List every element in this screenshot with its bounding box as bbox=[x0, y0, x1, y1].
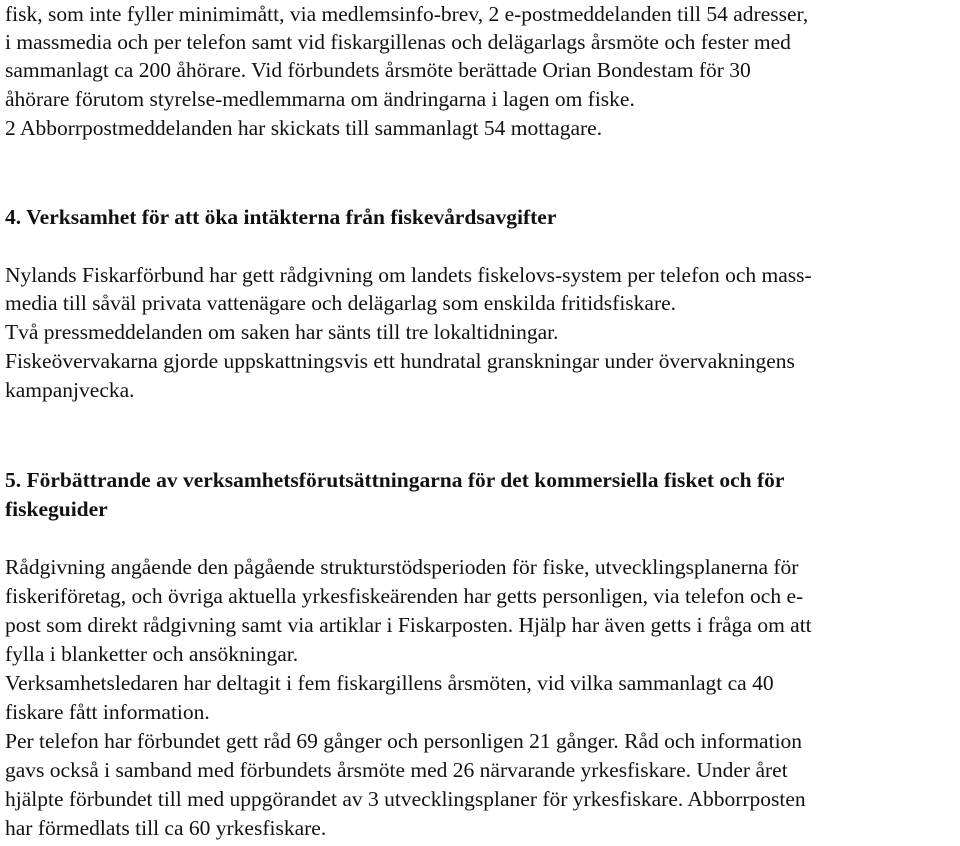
section-5-line: Rådgivning angående den pågående strukturstödsperioden för fiske, utvecklingsplanerna för bbox=[5, 555, 799, 579]
intro-line: sammanlagt ca 200 åhörare. Vid förbundets årsmöte berättade Orian Bondestam för 30 bbox=[5, 58, 751, 82]
section-5-line: Per telefon har förbundet gett råd 69 gånger och personligen 21 gånger. Råd och information bbox=[5, 729, 803, 753]
intro-line: 2 Abborrpostmeddelanden har skickats till sammanlagt 54 mottagare. bbox=[5, 116, 603, 140]
intro-line: fisk, som inte fyller minimimått, via medlemsinfo-brev, 2 e-postmeddelanden till 54 adresser, bbox=[5, 2, 809, 26]
section-4-line: kampanjvecka. bbox=[5, 378, 135, 402]
section-5-line: fiskare fått information. bbox=[5, 700, 210, 724]
section-5-line: Verksamhetsledaren har deltagit i fem fiskargillens årsmöten, vid vilka sammanlagt ca 40 bbox=[5, 671, 774, 695]
section-4-line: Nylands Fiskarförbund har gett rådgivning om landets fiskelovs-system per telefon och mass- bbox=[5, 263, 812, 287]
section-5-heading: fiskeguider bbox=[5, 497, 108, 521]
section-5-line: post som direkt rådgivning samt via artiklar i Fiskarposten. Hjälp har även getts i fråga om att bbox=[5, 613, 812, 637]
section-4-line: media till såväl privata vattenägare och delägarlag som enskilda fritidsfiskare. bbox=[5, 291, 677, 315]
section-4-line: Fiskeövervakarna gjorde uppskattningsvis ett hundratal granskningar under övervakningens bbox=[5, 349, 795, 373]
section-5-line: gavs också i samband med förbundets årsmöte med 26 närvarande yrkesfiskare. Under året bbox=[5, 758, 788, 782]
section-5-line: fiskeriföretag, och övriga aktuella yrkesfiskeärenden har getts personligen, via telefon och e- bbox=[5, 584, 804, 608]
section-5-line: fylla i blanketter och ansökningar. bbox=[5, 642, 299, 666]
section-4-heading: 4. Verksamhet för att öka intäkterna från fiskevårdsavgifter bbox=[5, 205, 557, 229]
intro-line: i massmedia och per telefon samt vid fiskargillenas och delägarlags årsmöte och fester med bbox=[5, 30, 791, 54]
section-5-heading: 5. Förbättrande av verksamhetsförutsättningarna för det kommersiella fisket och för bbox=[5, 468, 785, 492]
section-5-line: hjälpte förbundet till med uppgörandet av 3 utvecklingsplaner för yrkesfiskare. Abborrposten bbox=[5, 787, 806, 811]
section-5-line: har förmedlats till ca 60 yrkesfiskare. bbox=[5, 816, 327, 840]
intro-line: åhörare förutom styrelse-medlemmarna om ändringarna i lagen om fiske. bbox=[5, 87, 635, 111]
section-4-line: Två pressmeddelanden om saken har sänts till tre lokaltidningar. bbox=[5, 320, 559, 344]
